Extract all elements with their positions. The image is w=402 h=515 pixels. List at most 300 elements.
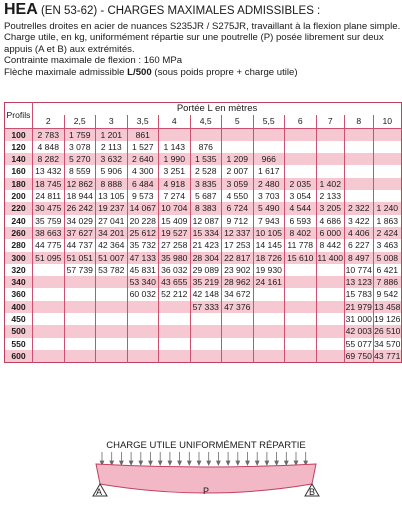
load-value-cell: 21 423	[190, 239, 222, 251]
load-value-cell: 25 612	[127, 227, 159, 239]
load-value-cell	[253, 350, 285, 363]
load-value-cell: 45 831	[127, 264, 159, 276]
load-value-cell: 4 300	[127, 165, 159, 177]
load-arrow-head-icon	[246, 461, 250, 465]
load-value-cell	[285, 301, 317, 313]
load-value-cell: 17 253	[222, 239, 254, 251]
load-value-cell: 28 962	[222, 276, 254, 288]
load-value-cell: 2 007	[222, 165, 254, 177]
load-value-cell	[253, 141, 285, 153]
load-value-cell	[253, 313, 285, 325]
load-value-cell: 43 655	[159, 276, 191, 288]
load-value-cell: 18 944	[64, 190, 96, 202]
load-value-cell	[159, 325, 191, 337]
load-value-cell: 27 258	[159, 239, 191, 251]
load-arrow-head-icon	[188, 461, 192, 465]
load-arrow-head-icon	[197, 461, 201, 465]
load-value-cell: 1 527	[127, 141, 159, 153]
load-value-cell: 15 409	[159, 215, 191, 227]
load-value-cell: 12 337	[222, 227, 254, 239]
table-row	[5, 153, 402, 165]
load-value-cell: 52 212	[159, 288, 191, 300]
title-line	[4, 1, 400, 20]
load-value-cell	[33, 264, 65, 276]
load-value-cell	[253, 338, 285, 350]
load-value-cell: 12 862	[64, 178, 96, 190]
load-arrow-head-icon	[168, 461, 172, 465]
load-value-cell: 22 817	[222, 252, 254, 264]
load-arrow-head-icon	[178, 461, 182, 465]
load-value-cell	[96, 325, 128, 337]
load-value-cell: 57 333	[190, 301, 222, 313]
table-body	[5, 128, 402, 363]
load-value-cell	[285, 313, 317, 325]
profile-cell: 120	[5, 141, 33, 153]
load-arrow-head-icon	[158, 461, 162, 465]
load-arrow-head-icon	[149, 461, 153, 465]
load-value-cell	[285, 338, 317, 350]
load-value-cell: 44 737	[64, 239, 96, 251]
load-value-cell	[96, 301, 128, 313]
load-value-cell: 8 888	[96, 178, 128, 190]
load-value-cell	[345, 128, 374, 141]
load-value-cell	[285, 288, 317, 300]
description-line-1: Poutrelles droites en acier de nuances S235JR / S275JR, travaillant à la flexion plane simple.	[4, 21, 401, 32]
load-value-cell: 10 704	[159, 202, 191, 214]
load-value-cell: 2 133	[316, 190, 345, 202]
deflection-value: L/500	[127, 66, 152, 78]
load-arrow-head-icon	[226, 461, 230, 465]
load-value-cell: 15 610	[285, 252, 317, 264]
span-header-cell: 6	[285, 115, 317, 128]
span-header-cell: 2,5	[64, 115, 96, 128]
load-value-cell	[285, 264, 317, 276]
load-value-cell: 35 759	[33, 215, 65, 227]
load-value-cell	[64, 313, 96, 325]
load-value-cell	[345, 190, 374, 202]
load-value-cell: 6 421	[373, 264, 402, 276]
load-value-cell: 47 133	[127, 252, 159, 264]
table-row	[5, 288, 402, 300]
load-value-cell: 12 087	[190, 215, 222, 227]
load-value-cell	[64, 301, 96, 313]
table-row	[5, 313, 402, 325]
load-value-cell: 1 201	[96, 128, 128, 141]
load-value-cell: 51 051	[64, 252, 96, 264]
load-value-cell: 51 007	[96, 252, 128, 264]
load-value-cell: 34 201	[96, 227, 128, 239]
table-row	[5, 215, 402, 227]
load-value-cell: 2 424	[373, 227, 402, 239]
load-value-cell: 13 105	[96, 190, 128, 202]
profile-cell: 340	[5, 276, 33, 288]
description-line-2: Charge utile, en kg, uniformément répartie sur une poutrelle (P) posée librement sur deux	[4, 32, 384, 44]
load-value-cell: 9 573	[127, 190, 159, 202]
load-value-cell: 4 406	[345, 227, 374, 239]
load-value-cell: 3 078	[64, 141, 96, 153]
load-arrow-head-icon	[255, 461, 259, 465]
load-value-cell: 31 000	[345, 314, 372, 325]
load-value-cell: 4 848	[33, 141, 65, 153]
load-value-cell	[64, 338, 96, 350]
profile-cell: 140	[5, 153, 33, 165]
load-arrow-head-icon	[207, 461, 211, 465]
load-value-cell: 1 617	[253, 165, 285, 177]
load-value-cell	[373, 165, 402, 177]
deflection-suffix: (sous poids propre + charge utile)	[151, 66, 298, 78]
load-value-cell: 6 227	[345, 239, 374, 251]
load-value-cell: 19 930	[253, 264, 285, 276]
load-value-cell	[33, 301, 65, 313]
load-value-cell: 42 148	[190, 288, 222, 300]
load-value-cell	[316, 141, 345, 153]
load-value-cell: 1 402	[316, 178, 345, 190]
load-value-cell: 6 000	[316, 227, 345, 239]
load-value-cell: 42 364	[96, 239, 128, 251]
load-value-cell: 4 918	[159, 178, 191, 190]
load-value-cell	[33, 288, 65, 300]
load-value-cell	[222, 141, 254, 153]
load-value-cell: 24 161	[253, 276, 285, 288]
load-value-cell	[373, 128, 402, 141]
load-value-cell	[222, 313, 254, 325]
load-value-cell	[33, 350, 65, 363]
profile-cell: 400	[5, 301, 33, 313]
load-arrow-head-icon	[217, 461, 221, 465]
table-row	[5, 325, 402, 337]
load-arrow-head-icon	[265, 461, 269, 465]
load-arrow-head-icon	[294, 461, 298, 465]
beam-diagram	[86, 440, 326, 512]
load-value-cell: 35 980	[159, 252, 191, 264]
load-value-cell	[373, 190, 402, 202]
diagram-label: CHARGE UTILE UNIFORMÉMENT RÉPARTIE	[106, 440, 306, 451]
load-arrow-head-icon	[275, 461, 279, 465]
load-value-cell	[64, 350, 96, 363]
load-value-cell: 15 783	[345, 289, 372, 300]
load-value-cell: 1 863	[373, 215, 402, 227]
load-value-cell: 19 237	[96, 202, 128, 214]
table-row	[5, 264, 402, 276]
load-value-cell: 2 322	[345, 202, 374, 214]
load-value-cell: 53 340	[127, 276, 159, 288]
load-value-cell: 6 593	[285, 215, 317, 227]
support-b-label: B	[309, 487, 316, 497]
span-header-cell: 5,5	[253, 115, 285, 128]
table-row	[5, 128, 402, 141]
table-row	[5, 301, 402, 313]
load-value-cell: 966	[253, 153, 285, 165]
load-value-cell	[253, 325, 285, 337]
load-value-cell	[159, 350, 191, 363]
load-value-cell: 6 724	[222, 202, 254, 214]
load-value-cell: 5 906	[96, 165, 128, 177]
load-value-cell	[253, 128, 285, 141]
profile-cell: 100	[5, 128, 33, 141]
load-value-cell	[285, 350, 317, 363]
load-value-cell: 11 778	[285, 239, 317, 251]
load-value-cell: 9 542	[373, 288, 402, 300]
load-value-cell	[253, 288, 285, 300]
load-value-cell: 23 902	[222, 264, 254, 276]
load-value-cell: 20 228	[127, 215, 159, 227]
load-value-cell	[159, 313, 191, 325]
load-arrows	[100, 452, 307, 465]
load-value-cell: 13 432	[33, 165, 65, 177]
load-value-cell: 1 209	[222, 153, 254, 165]
load-value-cell	[33, 313, 65, 325]
load-value-cell	[316, 276, 345, 288]
table-row	[5, 165, 402, 177]
load-value-cell	[96, 338, 128, 350]
profile-cell: 450	[5, 313, 33, 325]
load-value-cell: 18 726	[253, 252, 285, 264]
load-value-cell	[96, 313, 128, 325]
load-value-cell	[222, 128, 254, 141]
load-value-cell: 37 627	[64, 227, 96, 239]
load-value-cell: 3 703	[253, 190, 285, 202]
load-arrow-head-icon	[285, 461, 289, 465]
load-value-cell	[345, 153, 374, 165]
load-value-cell	[316, 288, 345, 300]
profile-cell: 160	[5, 165, 33, 177]
load-value-cell: 34 029	[64, 215, 96, 227]
title-main: HEA	[4, 1, 38, 18]
profile-cell: 360	[5, 288, 33, 300]
load-value-cell	[33, 276, 65, 288]
load-value-cell: 2 480	[253, 178, 285, 190]
load-value-cell: 2 528	[190, 165, 222, 177]
table-row	[5, 190, 402, 202]
title-subtitle: (EN 53-62) - CHARGES MAXIMALES ADMISSIBLES :	[37, 5, 321, 17]
load-value-cell	[316, 313, 345, 325]
profile-cell: 200	[5, 190, 33, 202]
load-value-cell	[127, 325, 159, 337]
load-value-cell: 1 240	[373, 202, 402, 214]
profile-cell: 220	[5, 202, 33, 214]
load-value-cell	[316, 301, 345, 313]
load-value-cell	[316, 350, 345, 363]
load-value-cell: 1 143	[159, 141, 191, 153]
load-value-cell: 43 771	[374, 350, 401, 361]
load-value-cell	[316, 128, 345, 141]
load-value-cell: 42 003	[345, 326, 372, 337]
load-value-cell: 44 775	[33, 239, 65, 251]
load-value-cell: 60 032	[127, 288, 159, 300]
load-value-cell	[285, 153, 317, 165]
load-value-cell: 3 835	[190, 178, 222, 190]
load-value-cell: 2 113	[96, 141, 128, 153]
load-value-cell: 3 463	[373, 239, 402, 251]
load-value-cell: 8 402	[285, 227, 317, 239]
load-value-cell	[127, 350, 159, 363]
load-value-cell: 7 943	[253, 215, 285, 227]
load-table	[4, 102, 402, 363]
load-value-cell: 15 334	[190, 227, 222, 239]
load-value-cell: 1 759	[64, 128, 96, 141]
load-value-cell: 861	[127, 128, 159, 141]
load-value-cell	[222, 325, 254, 337]
load-value-cell: 29 089	[190, 264, 222, 276]
load-value-cell: 1 990	[159, 153, 191, 165]
table-row	[5, 178, 402, 190]
load-value-cell	[316, 325, 345, 337]
profile-cell: 320	[5, 264, 33, 276]
load-value-cell: 3 059	[222, 178, 254, 190]
load-value-cell	[64, 325, 96, 337]
load-value-cell	[159, 338, 191, 350]
load-value-cell: 19 527	[159, 227, 191, 239]
load-value-cell	[285, 128, 317, 141]
load-value-cell: 14 145	[253, 239, 285, 251]
description	[4, 21, 400, 78]
table-row	[5, 227, 402, 239]
load-value-cell	[316, 264, 345, 276]
load-value-cell: 26 510	[374, 326, 401, 337]
deflection-prefix: Flèche maximale admissible	[4, 66, 128, 78]
load-value-cell	[373, 153, 402, 165]
load-value-cell	[316, 153, 345, 165]
load-value-cell: 2 640	[127, 153, 159, 165]
load-value-cell: 24 811	[33, 190, 65, 202]
table-row	[5, 239, 402, 251]
span-group-header: Portée L en mètres	[176, 103, 258, 114]
load-value-cell	[222, 350, 254, 363]
load-value-cell	[316, 165, 345, 177]
load-arrow-head-icon	[120, 461, 124, 465]
table-row	[5, 350, 402, 363]
load-value-cell: 6 484	[127, 178, 159, 190]
load-value-cell: 1 535	[190, 153, 222, 165]
load-value-cell: 35 732	[127, 239, 159, 251]
load-value-cell	[345, 165, 374, 177]
table-row	[5, 141, 402, 153]
load-value-cell: 8 282	[33, 153, 65, 165]
load-value-cell: 4 544	[285, 202, 317, 214]
table-row	[5, 338, 402, 350]
load-value-cell: 8 559	[64, 165, 96, 177]
span-header-cell: 4	[159, 115, 191, 128]
span-header-cell: 7	[316, 115, 345, 128]
profile-cell: 500	[5, 325, 33, 337]
load-value-cell	[373, 141, 402, 153]
load-value-cell	[190, 338, 222, 350]
load-value-cell: 5 270	[64, 153, 96, 165]
load-value-cell	[96, 276, 128, 288]
load-value-cell	[316, 338, 345, 350]
table-row	[5, 276, 402, 288]
load-value-cell	[64, 276, 96, 288]
load-value-cell	[127, 301, 159, 313]
load-value-cell	[345, 178, 374, 190]
load-value-cell: 47 376	[222, 301, 254, 313]
load-value-cell	[190, 350, 222, 363]
load-value-cell	[190, 313, 222, 325]
load-value-cell: 13 458	[374, 301, 401, 312]
profile-cell: 260	[5, 227, 33, 239]
span-header-cell: 8	[345, 115, 374, 128]
load-value-cell: 10 105	[253, 227, 285, 239]
table-row	[5, 202, 402, 214]
profile-cell: 240	[5, 215, 33, 227]
load-arrow-head-icon	[139, 461, 143, 465]
load-value-cell	[127, 313, 159, 325]
profile-cell: 550	[5, 338, 33, 350]
load-value-cell: 36 032	[159, 264, 191, 276]
load-value-cell: 3 251	[159, 165, 191, 177]
load-arrow-head-icon	[129, 461, 133, 465]
description-line-3: appuis (A et B) aux extrémités.	[4, 43, 135, 55]
load-value-cell	[285, 165, 317, 177]
profile-cell: 280	[5, 239, 33, 251]
span-header-cell: 4,5	[190, 115, 222, 128]
load-value-cell: 28 304	[190, 252, 222, 264]
load-value-cell	[190, 325, 222, 337]
span-header-cell: 3,5	[127, 115, 159, 128]
load-value-cell	[33, 325, 65, 337]
load-value-cell: 35 219	[190, 276, 222, 288]
profils-header: Profils	[5, 103, 33, 129]
load-value-cell: 8 442	[316, 239, 345, 251]
load-value-cell: 57 739	[64, 264, 96, 276]
load-value-cell: 34 672	[222, 288, 254, 300]
load-value-cell: 55 077	[345, 338, 372, 349]
load-value-cell	[96, 288, 128, 300]
load-value-cell	[190, 128, 222, 141]
load-value-cell	[33, 338, 65, 350]
load-value-cell	[127, 338, 159, 350]
load-value-cell: 4 550	[222, 190, 254, 202]
load-value-cell: 2 035	[285, 178, 317, 190]
load-diagram	[86, 440, 326, 512]
load-value-cell: 21 979	[345, 301, 372, 312]
load-value-cell: 38 663	[33, 227, 65, 239]
beam-label: P	[203, 486, 210, 496]
load-value-cell: 34 570	[374, 338, 401, 349]
load-value-cell: 7 274	[159, 190, 191, 202]
load-value-cell: 13 123	[345, 277, 372, 288]
support-a-label: A	[96, 487, 103, 497]
span-header-row	[5, 115, 402, 128]
load-value-cell	[253, 301, 285, 313]
page-header	[4, 1, 400, 78]
load-value-cell: 51 095	[33, 252, 65, 264]
load-value-cell: 26 242	[64, 202, 96, 214]
span-header-cell: 3	[96, 115, 128, 128]
span-header-cell: 2	[33, 115, 65, 128]
span-header-cell: 10	[373, 115, 402, 128]
load-value-cell: 8 497	[345, 252, 374, 264]
deflection-line	[4, 67, 400, 78]
load-value-cell	[64, 288, 96, 300]
profile-cell: 600	[5, 350, 33, 363]
table-row	[5, 252, 402, 264]
load-value-cell: 27 041	[96, 215, 128, 227]
span-header-cell: 5	[222, 115, 254, 128]
load-value-cell	[373, 178, 402, 190]
load-value-cell: 8 383	[190, 202, 222, 214]
load-value-cell: 3 632	[96, 153, 128, 165]
load-value-cell: 18 745	[33, 178, 65, 190]
load-value-cell	[159, 301, 191, 313]
load-value-cell: 30 475	[33, 202, 65, 214]
load-value-cell	[285, 276, 317, 288]
load-value-cell: 53 782	[96, 264, 128, 276]
load-value-cell: 69 750	[345, 350, 372, 361]
load-value-cell	[159, 128, 191, 141]
load-value-cell	[96, 350, 128, 363]
load-value-cell: 3 205	[316, 202, 345, 214]
